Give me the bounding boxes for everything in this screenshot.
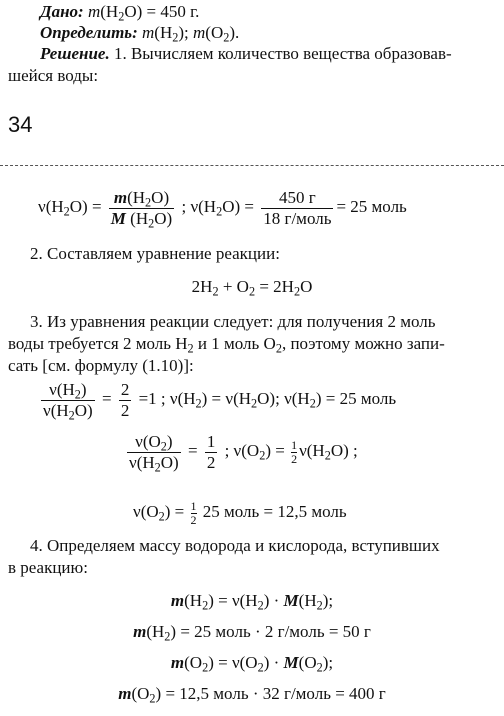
- solution-line-1: Решение. 1. Вычисляем количество вещества образовав-: [40, 44, 452, 63]
- find-label: Определить:: [40, 23, 138, 42]
- step-4-line-2: в реакцию:: [8, 558, 88, 577]
- mass-h2-formula: $m(H_2) = \nu(H_2) \cdot M(H_2)$;: [170, 591, 334, 613]
- step-3-line-3: сать [см. формулу (1.10)]:: [8, 356, 194, 375]
- page-number: 34: [8, 112, 33, 137]
- step-2-text: 2. Составляем уравнение реакции:: [30, 244, 280, 263]
- reaction-equation: $2H_2 + O_2 = 2H_2O$: [191, 277, 313, 299]
- step-3-line-2: воды требуется 2 моль $H_2$ и 1 моль $O_2$, поэтому можно запи-: [8, 334, 445, 356]
- step-4-line-1: 4. Определяем массу водорода и кислорода, вступивших: [30, 536, 440, 555]
- fraction-450-over-18: $\frac{450 г}{\text{18 г/моль}}$: [263, 188, 332, 228]
- find-line: Определить: $m(H_2)$; $m(O_2)$.: [40, 23, 240, 45]
- solution-label: Решение.: [40, 44, 110, 63]
- mass-o2-formula: $m(O_2) = \nu(O_2) \cdot M(O_2)$;: [170, 653, 334, 675]
- equation-amount-o2: $\nu(O_2)$ = $\frac{1}{2}$ 25 моль = 12,5 моль: [133, 499, 347, 527]
- solution-line-2: шейся воды:: [8, 66, 99, 85]
- page-break-divider: [0, 165, 504, 166]
- equation-ratio-o2: $\frac{\nu(O_2)}{\nu(H_2O)}$ = $\frac{1}{2}$ ; $\nu(O_2)$ = $\frac{1}{2}$ $\nu(H_2O)$ ;: [129, 432, 358, 474]
- mass-h2-value: $m(H_2) = 25$ моль · 2 г/моль = 50 г: [133, 622, 371, 644]
- fraction-m-over-M: $\frac{m(H_2O)}{M (H_2O)}$: [110, 188, 173, 230]
- step-3-line-1: 3. Из уравнения реакции следует: для получения 2 моль: [30, 312, 436, 331]
- given-line: Дано: $m(H_2O) = 450$ г.: [40, 2, 200, 24]
- mass-o2-value: $m(O_2) = 12,5$ моль · 32 г/моль = 400 г: [118, 684, 386, 706]
- equation-ratio-h2: $\frac{\nu(H_2)}{\nu(H_2O)}$ = $\frac{2}{2}$ =1 ; $\nu(H_2) = \nu(H_2O)$; $\nu(H_2) = 25$ моль: [43, 380, 397, 422]
- equation-amount-water: $\nu(H_2O)$ = $\frac{m(H_2O)}{M (H_2O)}$ ; $\nu(H_2O)$ = $\frac{450 г}{\text{18 г/моль}}$ = 25 моль: [38, 188, 407, 230]
- given-label: Дано:: [40, 2, 84, 21]
